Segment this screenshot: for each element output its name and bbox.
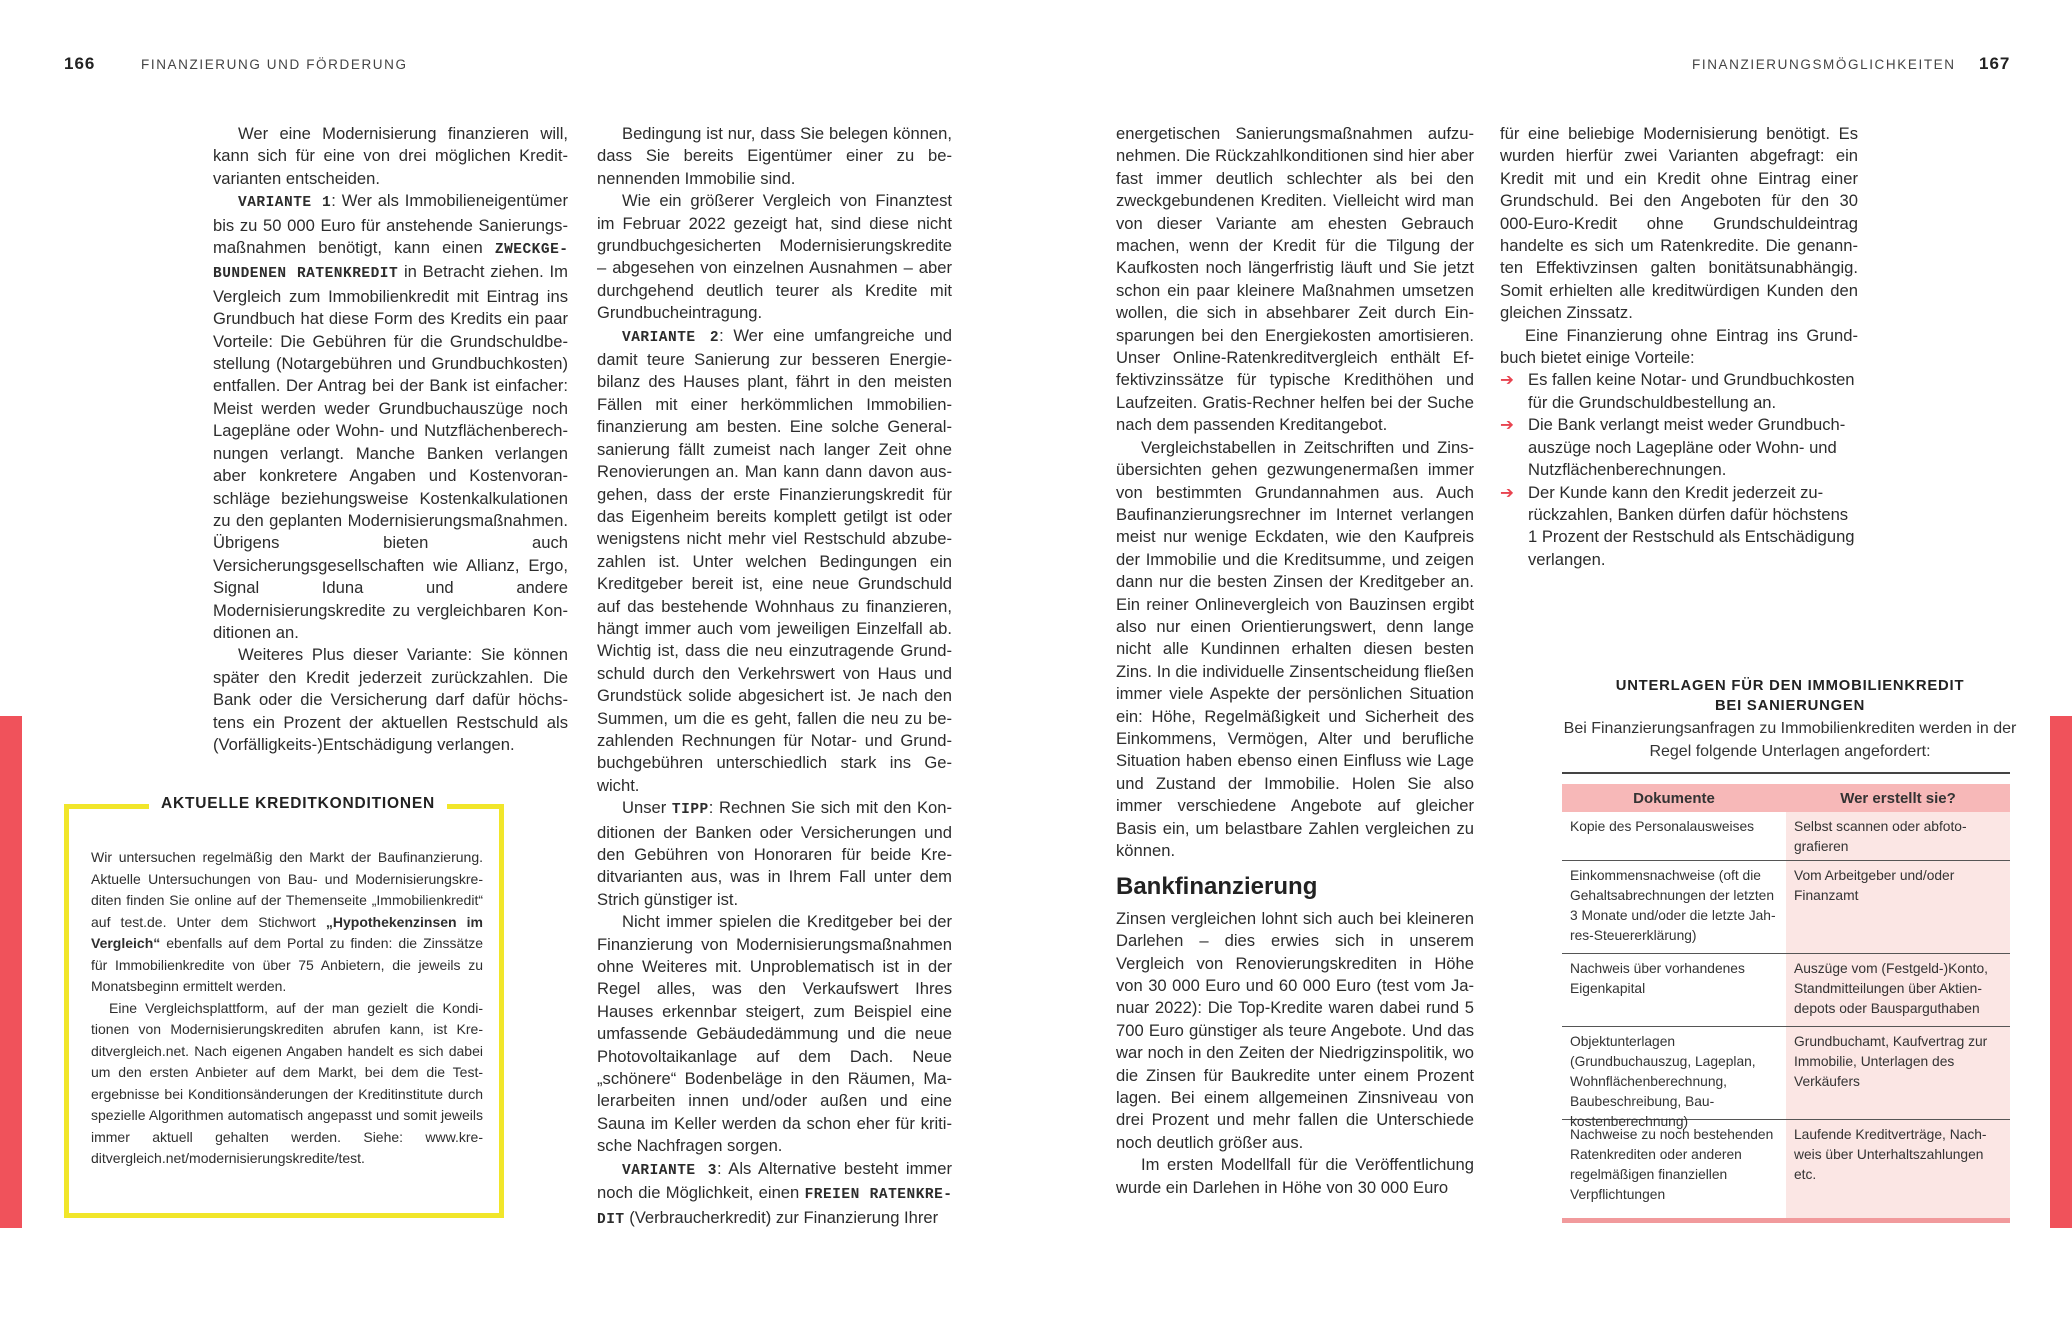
bullet-item: ➔ Die Bank verlangt meist weder Grundbuchauszüge noch Lagepläne oder Wohn- und Nutzflächenberechnungen. — [1500, 415, 1846, 480]
documents-table — [1562, 772, 2010, 1223]
paragraph: VARIANTE 1: Wer als Immobilieneigentümer bis zu 50 000 Euro für anstehende Sanierungsmaßnahmen benötigt, kann einen ZWECKGEBUNDENEN RATENKREDIT in Betracht ziehen. Im Vergleich zum Immobilienkredit mit Eintrag ins Grundbuch hat diese Form des Kredits ein paar Vorteile: Die Gebühren für die Grundschuldbestellung (Notargebühren und Grundbuchkosten) entfallen. Der Antrag bei der Bank ist einfacher: Meist werden weder Grundbuchauszüge noch Lagepläne oder Wohn- und Nutzflächenberechnungen verlangt. Manche Banken verlangen aber konkretere Angaben und Kostenvoranschläge beziehungsweise Kostenkalkulationen zu den geplanten Modernisierungsmaßnahmen. Übrigens bieten auch Versicherungsgesellschaften wie Allianz, Ergo, Signal Iduna und andere Modernisierungskredite zu vergleichbaren Konditionen an. — [213, 191, 568, 642]
tip-label: TIPP — [671, 802, 709, 819]
paragraph: energetischen Sanierungsmaßnahmen aufzunehmen. Die Rückzahlkonditionen sind hier aber fast immer deutlich schlechter als bei den zweckgebundenen Krediten. Vielleicht wird man von dieser Variante am ehesten Gebrauch machen, wenn der Kredit für die Tilgung der Kaufkosten noch längerfristig läuft und Sie jetzt schon ein paar kleinere Maßnahmen umsetzen wollen, die sich in absehbarer Zeit durch Einsparungen bei den Energiekosten amortisieren. Unser Online-Ratenkreditvergleich enthält Effektivzinssätze für typische Kredithöhen und Laufzeiten. Gratis-Rechner helfen bei der Suche nach dem passenden Kreditangebot. — [1116, 124, 1474, 435]
page-edge-marker-left — [0, 716, 22, 1228]
table-row: Nachweis über vorhandenes Eigenkapital Auszüge vom (Festgeld-)Konto, Standmitteilungen über Aktiendepots oder Bausparguthaben — [1562, 954, 2010, 1027]
table-row: Kopie des Personalausweises Selbst scannen oder abfotografieren — [1562, 812, 2010, 861]
arrow-right-icon: ➔ — [1500, 370, 1514, 390]
page-number-left: 166 — [64, 54, 96, 73]
variant-label: VARIANTE 2 — [622, 329, 720, 346]
paragraph: Wer eine Modernisierung finanzieren will, kann sich für eine von drei möglichen Kreditvarianten entscheiden. — [213, 124, 568, 188]
paragraph: Weiteres Plus dieser Variante: Sie können später den Kredit jederzeit zurückzahlen. Die Bank oder die Versicherung darf dafür höchstens ein Prozent der aktuellen Restschuld als (Vorfälligkeits-)Entschädigung verlangen. — [213, 645, 568, 754]
paragraph: Bedingung ist nur, dass Sie belegen können, dass Sie bereits Eigentümer einer zu benennenden Immobilie sind. — [597, 124, 952, 188]
paragraph: Vergleichstabellen in Zeitschriften und Zinsübersichten gehen gezwungenermaßen immer von bestimmten Grundannahmen aus. Auch Baufinanzierungsrechner im Internet verlangen meist nur wenige Eckdaten, wie den Kaufpreis der Immobilie und die Kreditsumme, und zeigen dann nur die besten Zinsen der Kreditgeber an. Ein reiner Onlinevergleich von Bauzinsen ergibt also nur einen Orientierungswert, denn lange nicht alle Kundinnen erhalten diesen besten Zins. In die individuelle Zinsentscheidung fließen immer viele Aspekte der persönlichen Situation ein: Höhe, Regelmäßigkeit und Sicherheit des Einkommens, Vermögen, Alter und berufliche Situation haben ebenso einen Einfluss wie Lage und Zustand der Immobilie. Holen Sie also immer verschiedene Angebote auf gleicher Basis ein, um belastbare Zahlen vergleichen zu können. — [1116, 437, 1474, 860]
paragraph: VARIANTE 2: Wer eine umfangreiche und damit teure Sanierung zur besseren Energiebilanz des Hauses plant, fährt in den meisten Fällen mit einer herkömmlichen Immobilienfinanzierung am besten. Eine solche Generalsanierung fällt zumeist nach langer Zeit ohne Renovierungen an. Man kann dann davon ausgehen, dass der erste Finanzierungskredit für das Eigenheim bereits komplett getilgt ist oder wenigstens nicht mehr viel Restschuld abzubezahlen ist. Unter welchen Bedingungen ein Kreditgeber bereit ist, eine neue Grundschuld auf das bestehende Wohnhaus zu finanzieren, hängt immer auch vom jeweiligen Einzelfall ab. Wichtig ist, dass die neu einzutragende Grundschuld durch den Verkehrswert von Haus und Grundstück solide abgesichert ist. Je nach den Summen, um die es geht, fallen die neu zu bezahlenden Rechnungen für Notar- und Grundbuchgebühren unterschiedlich stark ins Gewicht. — [597, 325, 952, 795]
table-header-cell: Wer erstellt sie? — [1840, 789, 1956, 807]
paragraph: Wie ein größerer Vergleich von Finanztest im Februar 2022 gezeigt hat, sind diese nicht grundbuchgesicherten Modernisierungskredite – abgesehen von einzelnen Ausnahmen – aber durchgehend deutlich teurer als Kredite mit Grundbucheintragung. — [597, 191, 952, 323]
text-column-1 — [213, 123, 568, 756]
paragraph: für eine beliebige Modernisierung benötigt. Es wurden hierfür zwei Varianten abgefragt: ein Kredit mit und ein Kredit ohne Eintrag einer Grundschuld. Bei den Angeboten für den 30 000-Euro-Kredit ohne Grundschuldeintrag handelte es sich um Ratenkredite. Die genannten Effektivzinsen galten bonitätsunabhängig. Somit erhielten alle kreditwürdigen Kunden den gleichen Zinssatz. — [1500, 124, 1858, 323]
table-header-row — [1562, 784, 2010, 812]
info-box-credit-conditions — [64, 795, 504, 1218]
running-head-right: FINANZIERUNGSMÖGLICHKEITEN — [1692, 57, 1956, 72]
paragraph: Unser TIPP: Rechnen Sie sich mit den Konditionen der Banken oder Versicherungen und den Gebühren von Honoraren für beide Kreditvarianten aus, was in Ihrem Fall unter dem Strich günstiger ist. — [597, 798, 952, 909]
variant-label: VARIANTE 1 — [238, 195, 332, 212]
page-edge-marker-right — [2050, 716, 2072, 1228]
text-column-2 — [597, 123, 952, 1231]
text-column-3 — [1116, 123, 1474, 1199]
section-heading: Bankfinanzierung — [1116, 873, 1318, 901]
bullet-item: ➔ Es fallen keine Notar- und Grundbuchkosten für die Grundschuldbestellung an. — [1500, 370, 1855, 412]
info-box-body — [91, 847, 483, 1170]
running-head-left: FINANZIERUNG UND FÖRDERUNG — [141, 57, 408, 72]
table-title: UNTERLAGEN FÜR DEN IMMOBILIENKREDIT BEI SANIERUNGEN — [1615, 678, 1965, 714]
table-row: Objektunterlagen (Grundbuchauszug, Lageplan, Wohnflächenberechnung, Baubeschreibung, Baukostenberechnung) Grundbuchamt, Kaufvertrag zur Immobilie, Unterlagen des Verkäufers — [1562, 1027, 2010, 1120]
arrow-right-icon: ➔ — [1500, 415, 1514, 435]
paragraph: VARIANTE 3: Als Alternative besteht immer noch die Möglichkeit, einen FREIEN RATENKREDIT (Verbraucherkredit) zur Finanzierung Ihrer — [597, 1158, 952, 1228]
term-highlight: FREIEN RATENKREDIT — [597, 1187, 952, 1228]
paragraph: Eine Finanzierung ohne Eintrag ins Grundbuch bietet einige Vorteile: — [1500, 325, 1858, 368]
paragraph: Nicht immer spielen die Kreditgeber bei der Finanzierung von Modernisierungsmaßnahmen ohne Weiteres mit. Unproblematisch ist in der Regel alles, was den Verkaufswert Ihres Hauses erkennbar steigert, zum Beispiel eine umfassende Gebäudedämmung und die neue Photovoltaikanlage auf dem Dach. Neue „schönere“ Bodenbeläge in den Räumen, Malerarbeiten innen und/oder außen und eine Sauna im Keller werden da schon eher für kritische Nachfragen sorgen. — [597, 912, 952, 1156]
arrow-right-icon: ➔ — [1500, 482, 1514, 502]
variant-label: VARIANTE 3 — [622, 1162, 717, 1179]
table-top-rule — [1562, 772, 2010, 774]
page-number-right: 167 — [1979, 54, 2011, 73]
bullet-item: ➔ Der Kunde kann den Kredit jederzeit zurückzahlen, Banken dürfen dafür höchstens 1 Prozent der Restschuld als Entschädigung verlangen. — [1500, 482, 1855, 569]
paragraph: Wir untersuchen regelmäßig den Markt der Baufinanzierung. Aktuelle Untersuchungen von Bau- und Modernisierungskrediten finden Sie online auf der Themenseite „Immobilienkredit“ auf test.de. Unter dem Stichwort „Hypothekenzinsen im Vergleich“ ebenfalls auf dem Portal zu finden: die Zinssätze für Immobilienkredite von über 75 Anbietern, die jeweils zu Monatsbeginn ermittelt werden. — [91, 849, 483, 994]
paragraph: Eine Vergleichsplattform, auf der man gezielt die Konditionen von Modernisierungskrediten abrufen kann, ist Kreditvergleich.net. Nach eigenen Angaben handelt es sich dabei um den ersten Anbieter auf dem Markt, bei dem die Testergebnisse bei Konditionsänderungen der Kreditinstitute durch spezielle Algorithmen automatisch angepasst und somit jeweils immer aktuell gehalten werden. Siehe: www.kreditvergleich.net/modernisierungskredite/test. — [91, 999, 483, 1166]
term-highlight: ZWECKGEBUNDENEN RATENKREDIT — [213, 242, 568, 283]
info-box-title: AKTUELLE KREDITKONDITIONEN — [149, 795, 447, 813]
table-row: Nachweise zu noch bestehenden Ratenkrediten oder anderen regelmäßigen finanziellen Verpflichtungen Laufende Kreditverträge, Nachweis über Unterhaltszahlungen etc. — [1562, 1120, 2010, 1218]
table-intro: Bei Finanzierungsanfragen zu Immobilienkrediten werden in der Regel folgende Unterlagen angefordert: — [1563, 720, 2017, 760]
paragraph: Zinsen vergleichen lohnt sich auch bei kleineren Darlehen – dies erwies sich in unserem Vergleich von Renovierungskrediten in Höhe von 30 000 Euro und 60 000 Euro (test vom Januar 2022): Die Top-Kredite waren dabei rund 5 700 Euro günstiger als teure Angebote. Und das war noch in den Zeiten der Niedrigzinspolitik, wo die Zinsen für Baukredite unter einem Prozent lagen. Bei einem allgemeinen Zinsniveau von drei Prozent und mehr fallen die Unterschiede noch deutlich größer aus. — [1116, 908, 1474, 1152]
table-bottom-rule — [1562, 1218, 2010, 1223]
table-header-cell: Dokumente — [1633, 789, 1715, 807]
table-row: Einkommensnachweise (oft die Gehaltsabrechnungen der letzten 3 Monate und/oder die letzte Jahres-Steuererklärung) Vom Arbeitgeber und/oder Finanzamt — [1562, 861, 2010, 954]
paragraph: Im ersten Modellfall für die Veröffentlichung wurde ein Darlehen in Höhe von 30 000 Euro — [1116, 1155, 1474, 1197]
text-column-4 — [1500, 123, 1858, 571]
